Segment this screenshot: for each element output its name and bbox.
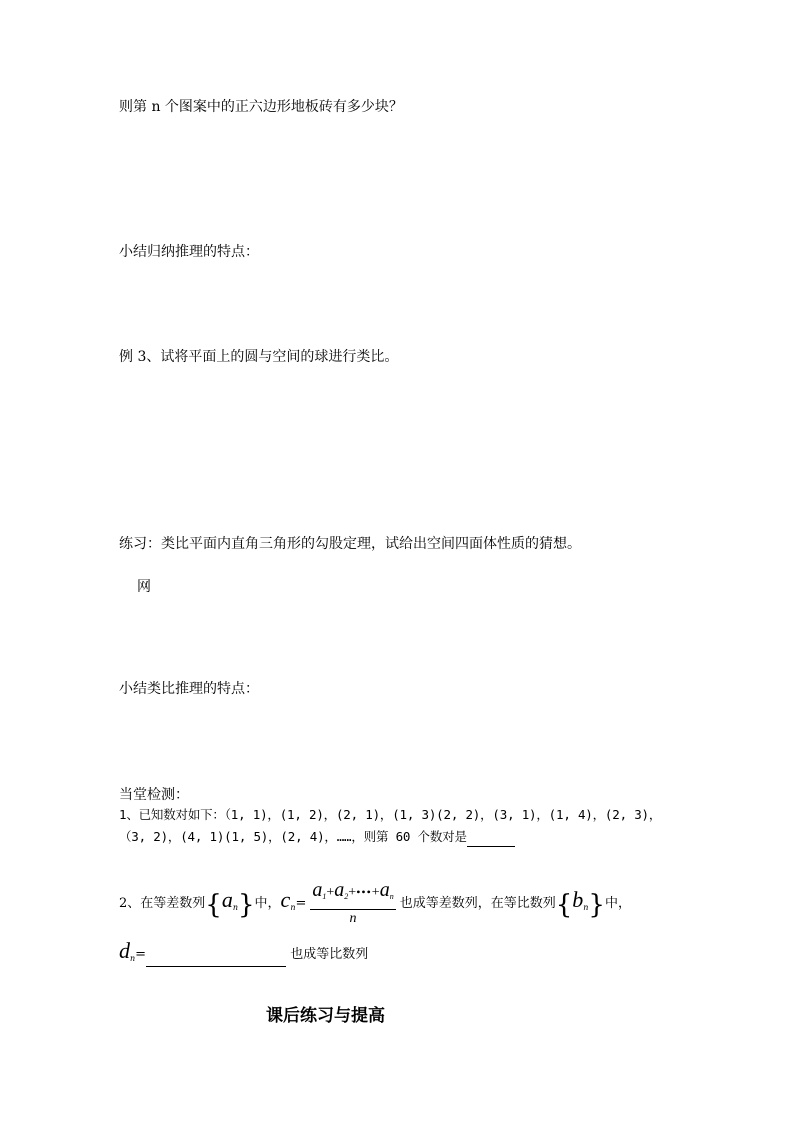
- practice-question: 练习：类比平面内直角三角形的勾股定理，试给出空间四面体性质的猜想。: [119, 536, 581, 552]
- example-3: 例 3、试将平面上的圆与空间的球进行类比。: [119, 349, 399, 365]
- b-variable: b: [572, 887, 584, 912]
- answer-blank-2[interactable]: [146, 944, 286, 967]
- q2-line2-suffix: 也成等比数列: [290, 947, 369, 962]
- q2-prefix: 2、在等差数列: [119, 896, 206, 911]
- summary-induction: 小结归纳推理的特点：: [119, 244, 259, 260]
- q2-mid1: 中，: [254, 896, 281, 911]
- d-variable: d: [119, 938, 130, 963]
- answer-blank-1[interactable]: [467, 828, 515, 847]
- question-hexagon-tiles: 则第 n 个图案中的正六边形地板砖有多少块？: [119, 99, 403, 115]
- fraction-denominator: n: [349, 911, 357, 926]
- a-variable: a: [221, 887, 233, 912]
- stray-character: 网: [137, 579, 151, 595]
- left-brace-b: {: [555, 890, 573, 920]
- n-subscript: n: [232, 903, 238, 912]
- section-title: 课后练习与提高: [266, 1006, 385, 1026]
- question-2-line-1: [119, 878, 631, 926]
- question-1-line-1: 1、已知数对如下：（1, 1)，(1, 2)，(2, 1)，(1, 3)(2, 2)，(3, 1)，(1, 4)，(2, 3)，: [119, 807, 662, 822]
- right-brace: }: [237, 890, 255, 920]
- question-1-line-2: [119, 828, 515, 847]
- c-subscript: n: [290, 903, 296, 912]
- ellipsis-dots: •••: [356, 885, 372, 899]
- question-1-text: （3, 2)，(4, 1)(1, 5)，(2, 4)，……，则第 60 个数对是: [119, 829, 467, 844]
- b-subscript: n: [583, 903, 589, 912]
- mean-fraction: [310, 879, 395, 928]
- question-2-line-2: [119, 940, 368, 970]
- equals-sign: =: [295, 896, 307, 911]
- fraction-numerator: $a_1+a_2+•••+a_n$: [310, 879, 395, 910]
- d-equals: =: [135, 947, 147, 962]
- right-brace-b: }: [588, 890, 605, 920]
- summary-analogy: 小结类比推理的特点：: [119, 681, 259, 697]
- q2-suffix: 中，: [604, 896, 631, 911]
- left-brace: {: [205, 890, 222, 920]
- c-variable: c: [280, 887, 291, 912]
- d-subscript: n: [130, 954, 136, 963]
- q2-mid2: 也成等差数列，在等比数列: [399, 896, 556, 911]
- check-title: 当堂检测：: [119, 787, 189, 803]
